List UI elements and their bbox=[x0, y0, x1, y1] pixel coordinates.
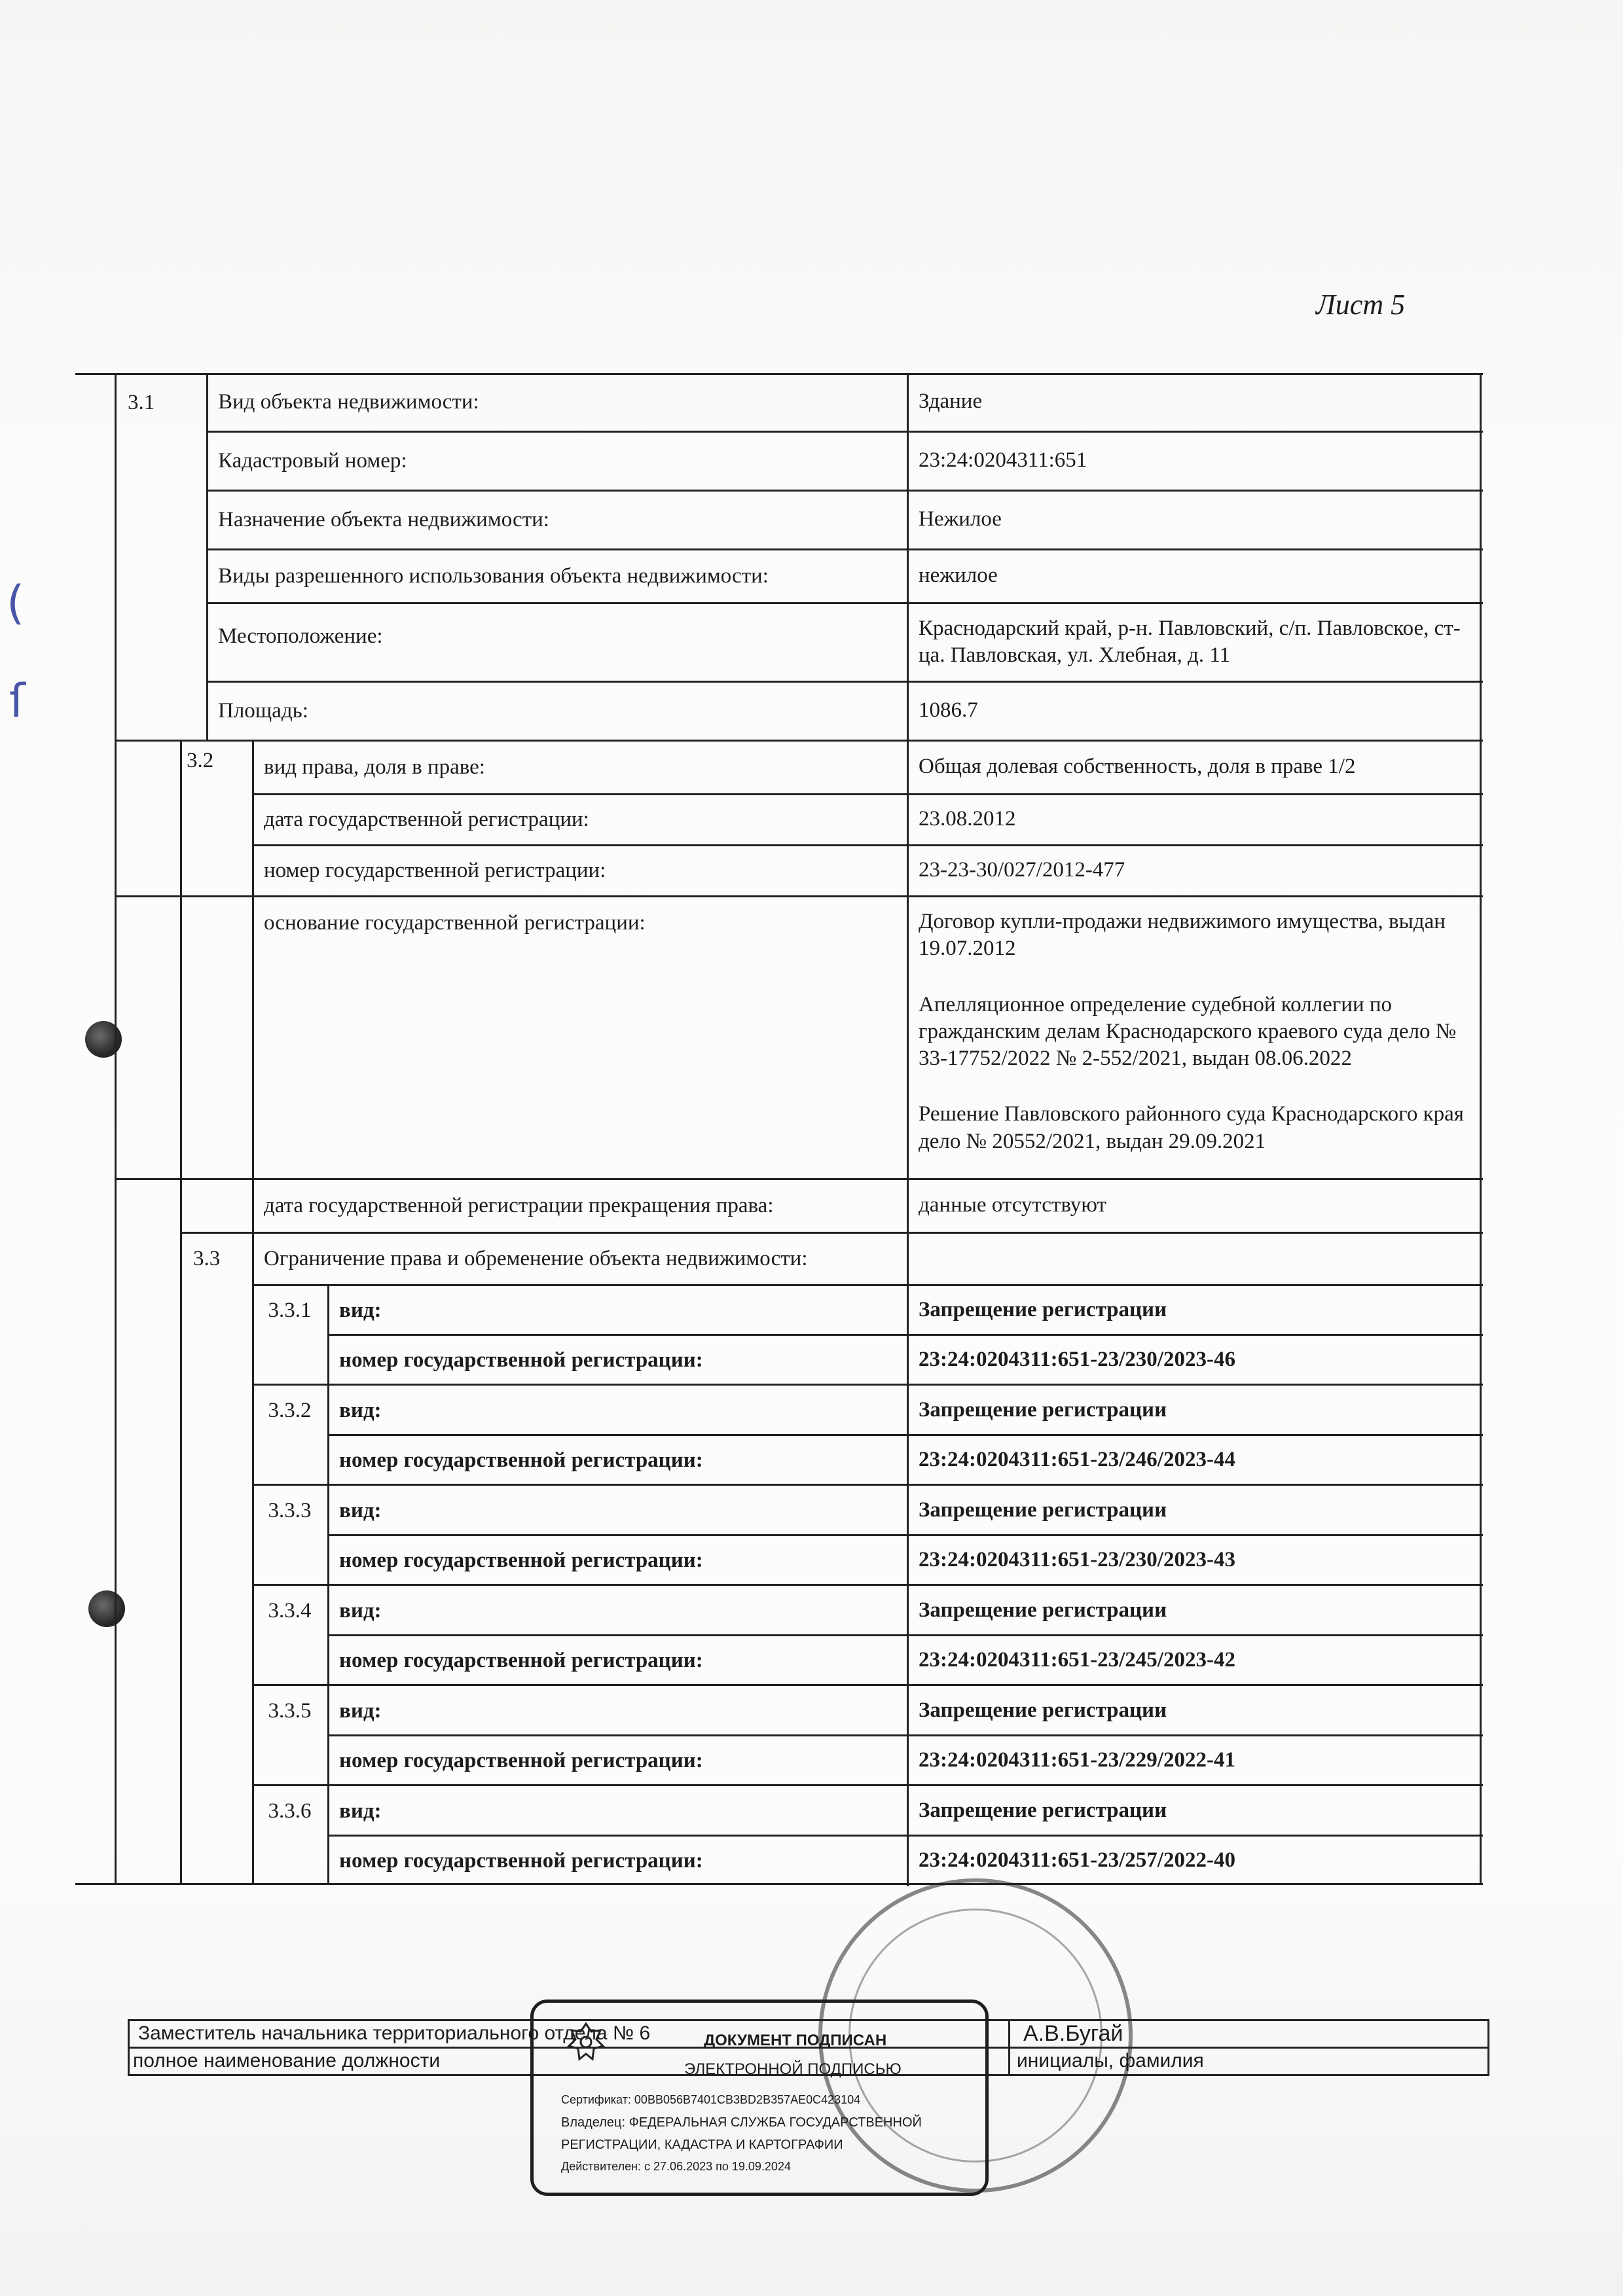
field-label: вид права, доля в праве: bbox=[264, 755, 485, 779]
name-caption: инициалы, фамилия bbox=[1017, 2050, 1204, 2072]
field-label: номер государственной регистрации: bbox=[339, 1348, 703, 1372]
field-value: Запрещение регистрации bbox=[919, 1799, 1167, 1823]
field-label: дата государственной регистрации прекращения права: bbox=[264, 1193, 774, 1217]
field-label: вид: bbox=[339, 1698, 382, 1723]
field-label: основание государственной регистрации: bbox=[264, 910, 646, 935]
encumbrance-number bbox=[252, 1786, 327, 1836]
signed-title: ДОКУМЕНТ ПОДПИСАН bbox=[704, 2032, 887, 2049]
field-value: 23:24:0204311:651-23/246/2023-44 bbox=[919, 1448, 1235, 1472]
table-row bbox=[327, 1435, 1483, 1485]
field-label: вид: bbox=[339, 1799, 382, 1823]
owner-line-1: Владелец: ФЕДЕРАЛЬНАЯ СЛУЖБА ГОСУДАРСТВЕННОЙ bbox=[561, 2115, 922, 2130]
row-number: 3.3.6 bbox=[268, 1799, 312, 1823]
table-row bbox=[327, 1686, 1483, 1736]
field-value: 23:24:0204311:651-23/257/2022-40 bbox=[919, 1848, 1235, 1873]
field-label: Ограничение права и обременение объекта недвижимости: bbox=[264, 1246, 808, 1270]
field-value: 23:24:0204311:651 bbox=[919, 448, 1087, 473]
field-value: 23.08.2012 bbox=[919, 807, 1016, 831]
field-label: Назначение объекта недвижимости: bbox=[218, 507, 549, 531]
field-label: номер государственной регистрации: bbox=[339, 1748, 703, 1772]
encumbrance-number bbox=[252, 1285, 327, 1335]
row-number: 3.3.1 bbox=[268, 1298, 312, 1322]
table-row bbox=[327, 1335, 1483, 1385]
row-number: 3.2 bbox=[187, 748, 214, 772]
field-value bbox=[907, 1233, 1483, 1284]
owner-line-2: РЕГИСТРАЦИИ, КАДАСТРА И КАРТОГРАФИИ bbox=[561, 2138, 843, 2152]
pen-mark-left: ( bbox=[7, 576, 25, 630]
encumbrance-number bbox=[252, 1686, 327, 1736]
field-value: Запрещение регистрации bbox=[919, 1498, 1167, 1522]
table-row bbox=[115, 741, 1483, 793]
field-label: Вид объекта недвижимости: bbox=[218, 389, 479, 414]
field-label: Местоположение: bbox=[218, 624, 383, 648]
emblem-icon bbox=[560, 2018, 612, 2071]
position-title: Заместитель начальника территориального отдела № 6 bbox=[138, 2022, 651, 2044]
table-row bbox=[180, 1233, 1483, 1284]
field-label: Площадь: bbox=[218, 698, 308, 723]
certificate-number: Сертификат: 00BB056B7401CB3BD2B357AE0C423104 bbox=[561, 2093, 861, 2106]
table-row bbox=[327, 1486, 1483, 1535]
signed-subtitle: ЭЛЕКТРОННОЙ ПОДПИСЬЮ bbox=[684, 2060, 902, 2078]
field-label: номер государственной регистрации: bbox=[339, 1448, 703, 1472]
table-row bbox=[252, 1179, 1483, 1232]
field-label: вид: bbox=[339, 1398, 382, 1422]
validity-period: Действителен: с 27.06.2023 по 19.09.2024 bbox=[561, 2160, 791, 2173]
encumbrance-number bbox=[252, 1386, 327, 1435]
basis-document: Решение Павловского районного суда Краснодарского края дело № 20552/2021, выдан 29.09.2021 bbox=[919, 1102, 1464, 1153]
table-row bbox=[252, 897, 1483, 1178]
field-value: Краснодарский край, р-н. Павловский, с/п. Павловское, ст-ца. Павловская, ул. Хлебная, д. 11 bbox=[919, 616, 1461, 667]
table-row bbox=[252, 795, 1483, 844]
field-label: номер государственной регистрации: bbox=[339, 1848, 703, 1873]
field-value: Запрещение регистрации bbox=[919, 1398, 1167, 1422]
field-label: номер государственной регистрации: bbox=[339, 1648, 703, 1672]
row-number: 3.3.4 bbox=[268, 1598, 312, 1623]
field-value: Запрещение регистрации bbox=[919, 1298, 1167, 1322]
field-value: 23:24:0204311:651-23/229/2022-41 bbox=[919, 1748, 1235, 1772]
table-row bbox=[327, 1386, 1483, 1435]
basis-document: Апелляционное определение судебной коллегии по гражданским делам Краснодарского краевого суда дело № 33-17752/2022 № 2-552/2021, выдан 08.06.2022 bbox=[919, 992, 1457, 1070]
table-row bbox=[327, 1736, 1483, 1785]
field-value-list bbox=[907, 897, 1483, 1178]
record-table bbox=[75, 373, 1483, 1885]
table-row bbox=[206, 682, 1483, 740]
e-signature-stamp bbox=[530, 2000, 989, 2196]
field-label: вид: bbox=[339, 1598, 382, 1623]
table-row bbox=[327, 1586, 1483, 1636]
table-row bbox=[327, 1535, 1483, 1585]
signer-name: А.В.Бугай bbox=[1023, 2020, 1123, 2046]
field-label: вид: bbox=[339, 1298, 382, 1322]
field-value: Запрещение регистрации bbox=[919, 1598, 1167, 1623]
encumbrance-number bbox=[252, 1486, 327, 1535]
row-number: 3.3.5 bbox=[268, 1698, 312, 1723]
field-value: 1086.7 bbox=[919, 698, 978, 723]
table-row bbox=[252, 846, 1483, 895]
table-row bbox=[327, 1786, 1483, 1836]
field-label: номер государственной регистрации: bbox=[264, 858, 606, 882]
row-number: 3.3.2 bbox=[268, 1398, 312, 1422]
field-value: данные отсутствуют bbox=[919, 1193, 1106, 1217]
field-value: 23-23-30/027/2012-477 bbox=[919, 858, 1125, 882]
field-label: дата государственной регистрации: bbox=[264, 807, 589, 831]
field-value: Общая долевая собственность, доля в праве 1/2 bbox=[919, 755, 1356, 779]
table-row bbox=[327, 1285, 1483, 1335]
basis-document: Договор купли-продажи недвижимого имущества, выдан 19.07.2012 bbox=[919, 910, 1446, 961]
table-row bbox=[206, 550, 1483, 602]
table-row bbox=[206, 491, 1483, 548]
row-number: 3.1 bbox=[128, 390, 155, 414]
pen-mark-left-2: ſ bbox=[9, 674, 26, 728]
field-label: Кадастровый номер: bbox=[218, 448, 407, 473]
field-value: 23:24:0204311:651-23/245/2023-42 bbox=[919, 1648, 1235, 1672]
position-caption: полное наименование должности bbox=[133, 2050, 441, 2072]
field-value: Здание bbox=[919, 389, 983, 414]
table-row bbox=[206, 373, 1483, 431]
table-row bbox=[206, 603, 1483, 681]
field-label: Виды разрешенного использования объекта недвижимости: bbox=[218, 564, 769, 588]
row-number: 3.3 bbox=[193, 1246, 221, 1270]
sheet-number: Лист 5 bbox=[1316, 289, 1406, 321]
encumbrance-number bbox=[252, 1586, 327, 1636]
table-row bbox=[327, 1636, 1483, 1685]
field-value: нежилое bbox=[919, 564, 998, 588]
field-value: 23:24:0204311:651-23/230/2023-46 bbox=[919, 1348, 1235, 1372]
field-label: вид: bbox=[339, 1498, 382, 1522]
row-number: 3.3.3 bbox=[268, 1498, 312, 1522]
table-row bbox=[327, 1836, 1483, 1886]
field-value: Нежилое bbox=[919, 507, 1002, 531]
field-value: Запрещение регистрации bbox=[919, 1698, 1167, 1723]
field-label: номер государственной регистрации: bbox=[339, 1548, 703, 1572]
table-row bbox=[206, 432, 1483, 490]
field-value: 23:24:0204311:651-23/230/2023-43 bbox=[919, 1548, 1235, 1572]
